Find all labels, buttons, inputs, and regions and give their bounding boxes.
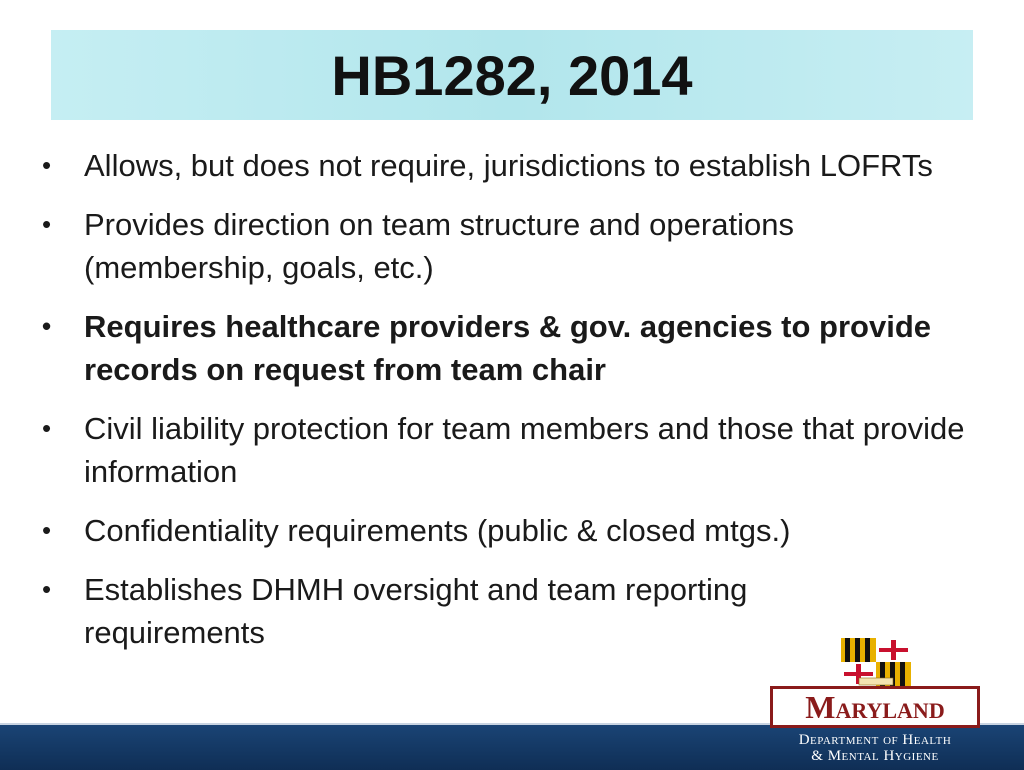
title-banner [51,30,973,120]
slide-title: HB1282, 2014 [331,43,693,107]
department-line-1: Department of Health [798,732,952,748]
department-line-2: & Mental Hygiene [811,748,939,764]
maryland-flag-seal-icon [841,638,911,686]
bullet-item [38,203,988,289]
bullet-icon: • [42,574,52,604]
bullet-icon: • [42,515,52,545]
bullet-icon: • [42,150,52,180]
maryland-wordmark-box [770,686,980,728]
bullet-text: Requires healthcare providers & gov. agencies to provide records on request from team chair [84,309,932,387]
maryland-wordmark: Maryland [805,688,945,725]
bullet-item-bold [38,305,988,391]
bullet-item [38,144,988,187]
bullet-text: Confidentiality requirements (public & closed mtgs.) [84,513,791,548]
bullet-list [38,144,988,670]
bullet-item [38,407,988,493]
bullet-icon: • [42,209,52,239]
bullet-item [38,509,988,552]
maryland-dhmh-logo [767,638,983,766]
bullet-text: Allows, but does not require, jurisdictions to establish LOFRTs [84,148,933,183]
bullet-text: Provides direction on team structure and operations (membership, goals, etc.) [84,207,794,285]
bullet-icon: • [42,311,52,341]
bullet-text: Civil liability protection for team members and those that provide information [84,411,965,489]
bullet-icon: • [42,413,52,443]
department-name [767,732,983,764]
bullet-text: Establishes DHMH oversight and team reporting requirements [84,572,748,650]
